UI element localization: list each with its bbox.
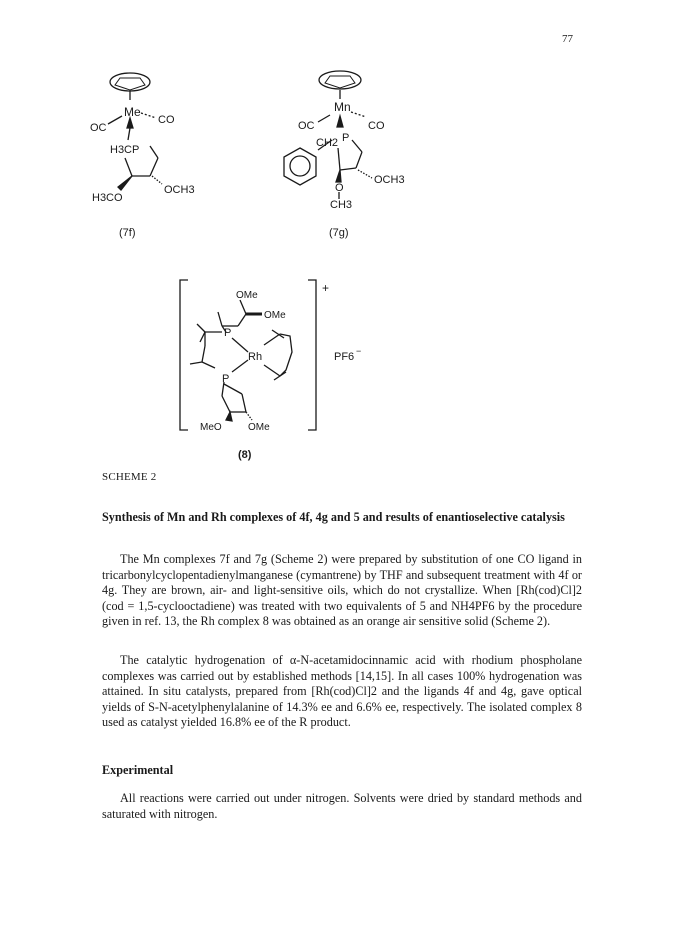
7f-methoxy-ring: OCH3 bbox=[164, 184, 195, 196]
7f-number: (7f) bbox=[119, 227, 136, 239]
7f-methoxy-left: H3CO bbox=[92, 192, 123, 204]
page-number: 77 bbox=[562, 33, 573, 45]
7g-ch2: CH2 bbox=[316, 137, 339, 149]
7g-number: (7g) bbox=[329, 227, 349, 239]
8-ome-bottom1: MeO bbox=[200, 422, 222, 433]
8-ome-top1: OMe bbox=[236, 290, 258, 301]
compound-7f-structure bbox=[108, 73, 162, 190]
8-p-top: P bbox=[224, 327, 232, 339]
section-heading: Synthesis of Mn and Rh complexes of 4f, 4g and 5 and results of enantioselective catalysis bbox=[102, 510, 565, 524]
7f-co-left: OC bbox=[90, 122, 107, 134]
body-paragraph-2: The catalytic hydrogenation of α-N-acetamidocinnamic acid with rhodium phospholane complexes was carried out by established methods [14,15]. In all cases 100% hydrogenation was attained. In situ catalysts, prepared from [Rh(cod)Cl]2 and the ligands 4f and 4g, gave optical yields of S-N-acetylphenylalanine of 14.3% ee and 6.6% ee, respectively. The isolated complex 8 used as catalyst yielded 16.8% ee of the R product. bbox=[102, 653, 582, 729]
8-metal: Rh bbox=[248, 351, 263, 363]
7g-ch3: CH3 bbox=[330, 199, 353, 211]
7g-co-right: CO bbox=[368, 120, 385, 132]
scheme-label: SCHEME 2 bbox=[102, 471, 157, 483]
compound-7g-structure bbox=[284, 71, 372, 199]
body-paragraph-3: All reactions were carried out under nitrogen. Solvents were dried by standard methods and saturated with nitrogen. bbox=[102, 791, 582, 821]
body-paragraph-1: The Mn complexes 7f and 7g (Scheme 2) were prepared by substitution of one CO ligand in tricarbonylcyclopentadienylmanganese (cymantrene) by THF and subsequent treatment with 4f or 4g. They are brown, air- and light-sensitive oils, which do not crystallize. When [Rh(cod)Cl]2 (cod = 1,5-cyclooctadiene) was treated with two equivalents of 5 and NH4PF6 by the procedure given in ref. 13, the Rh complex 8 was obtained as an orange air sensitive solid (Scheme 2). bbox=[102, 552, 582, 628]
7g-o: O bbox=[335, 182, 344, 194]
8-number: (8) bbox=[238, 449, 252, 461]
7g-methoxy-ring: OCH3 bbox=[374, 174, 405, 186]
7f-phosphine: H3CP bbox=[110, 144, 140, 156]
7g-co-left: OC bbox=[298, 120, 315, 132]
7f-metal: Me bbox=[124, 105, 141, 119]
7g-p: P bbox=[342, 132, 350, 144]
7g-metal: Mn bbox=[334, 100, 351, 114]
8-counterion-charge: − bbox=[356, 346, 362, 356]
7f-co-right: CO bbox=[158, 114, 175, 126]
8-p-bottom: P bbox=[222, 373, 230, 385]
8-ome-top2: OMe bbox=[264, 310, 286, 321]
8-charge: + bbox=[322, 281, 330, 295]
experimental-heading: Experimental bbox=[102, 763, 174, 777]
8-counterion: PF6 bbox=[334, 351, 355, 363]
8-ome-bottom2: OMe bbox=[248, 422, 270, 433]
